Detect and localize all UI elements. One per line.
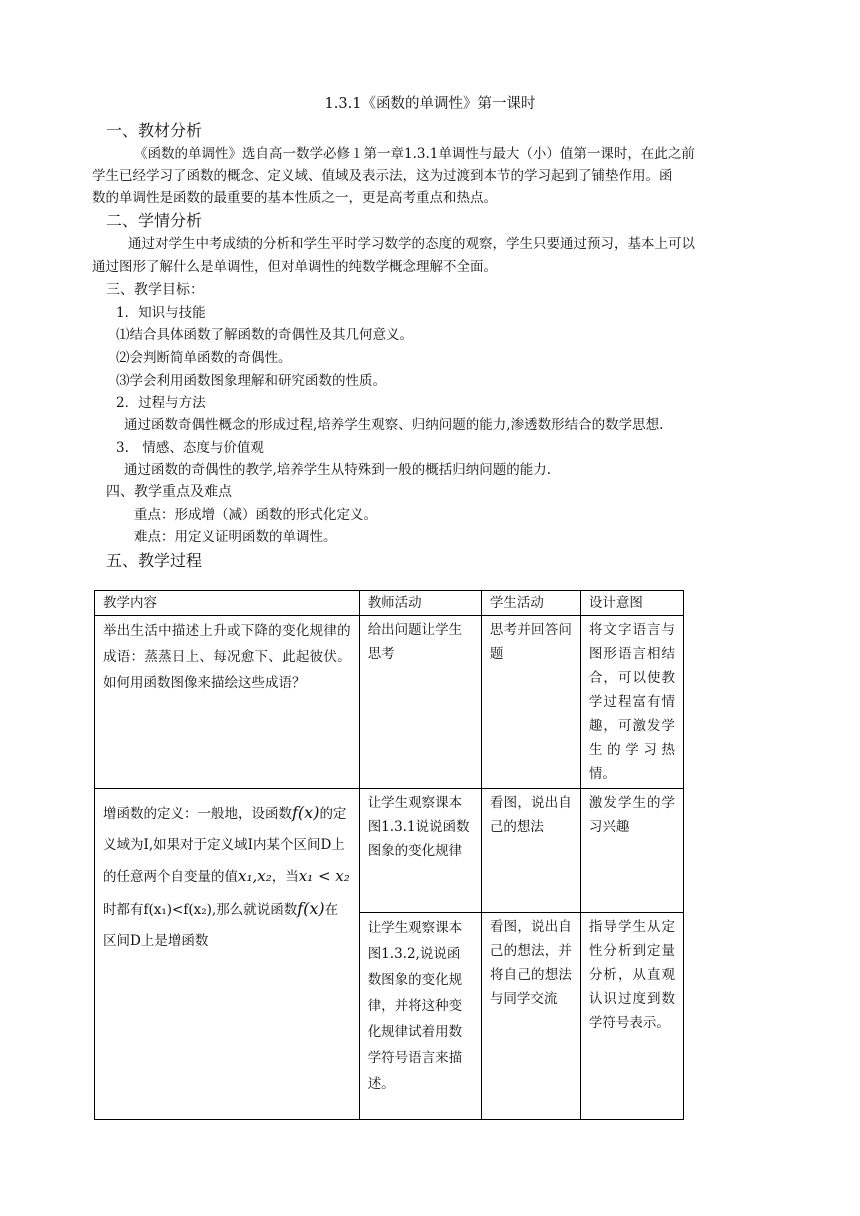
section-heading-3: 三、教学目标： bbox=[106, 282, 204, 298]
objective-sub-2: 2．过程与方法 bbox=[116, 395, 206, 411]
definition-text-e: 在区间D上是增函数 bbox=[103, 902, 339, 949]
objective-item-3: ⑶学会利用函数图象理解和研究函数的性质。 bbox=[116, 373, 386, 389]
math-inequality: x₁ < x₂ bbox=[298, 867, 350, 885]
s1-line-2: 学生已经学习了函数的概念、定义域、值域及表示法，这为过渡到本节的学习起到了铺垫作用。函 bbox=[92, 168, 673, 184]
table-header: 设计意图 bbox=[580, 591, 683, 616]
objective-text-3: 通过函数的奇偶性的教学,培养学生从特殊到一般的概括归纳问题的能力. bbox=[124, 462, 552, 478]
table-row bbox=[95, 616, 684, 789]
math-fx-2: f(x) bbox=[297, 899, 325, 918]
objective-item-1: ⑴结合具体函数了解函数的奇偶性及其几何意义。 bbox=[116, 327, 413, 343]
cell-teacher: 让学生观察课本图1.3.2,说说函数图象的变化规律，并将这种变化规律试着用数学符号语言来描述。 bbox=[359, 913, 481, 1120]
table-header: 教学内容 bbox=[95, 591, 360, 616]
document-title: 1.3.1《函数的单调性》第一课时 bbox=[324, 96, 536, 112]
cell-student: 思考并回答问题 bbox=[481, 616, 580, 789]
s1-line-3: 数的单调性是函数的最重要的基本性质之一，更是高考重点和热点。 bbox=[92, 190, 497, 206]
section-heading-1: 一、教材分析 bbox=[106, 121, 203, 140]
cell-teacher: 给出问题让学生思考 bbox=[359, 616, 481, 789]
objective-item-2: ⑵会判断简单函数的奇偶性。 bbox=[116, 350, 292, 366]
s1-line-1: 《函数的单调性》选自高一数学必修１第一章1.3.1单调性与最大（小）值第一课时，在此之前 bbox=[134, 146, 695, 162]
teaching-process-table bbox=[94, 590, 684, 1120]
cell-content: 举出生活中描述上升或下降的变化规律的成语：蒸蒸日上、每况愈下、此起彼伏。如何用函数图像来描绘这些成语？ bbox=[95, 616, 360, 789]
math-x1-x2: x₁,x₂ bbox=[238, 867, 272, 885]
table-header: 教师活动 bbox=[359, 591, 481, 616]
cell-intent: 激发学生的学习兴趣 bbox=[580, 789, 683, 913]
cell-intent: 将文字语言与图形语言相结合，可以使教学过程富有情趣，可激发学生的学习热情。 bbox=[580, 616, 683, 789]
section-heading-5: 五、教学过程 bbox=[106, 551, 203, 570]
math-fx: f(x) bbox=[292, 803, 320, 822]
definition-text-d: 时都有f(x₁)<f(x₂),那么就说函数 bbox=[103, 902, 298, 918]
section-heading-4: 四、教学重点及难点 bbox=[106, 484, 232, 500]
s2-line-2: 通过图形了解什么是单调性，但对单调性的纯数学概念理解不全面。 bbox=[92, 259, 497, 275]
objective-text-2: 通过函数奇偶性概念的形成过程,培养学生观察、归纳问题的能力,渗透数形结合的数学思想. bbox=[124, 417, 664, 433]
difficult-point: 难点：用定义证明函数的单调性。 bbox=[134, 529, 337, 545]
definition-text-b: 的定义域为I,如果对于定义域I内某个区间D上的任意两个自变量的值 bbox=[103, 806, 347, 885]
section-heading-2: 二、学情分析 bbox=[106, 211, 203, 230]
cell-definition bbox=[95, 789, 360, 1120]
table-row bbox=[95, 789, 684, 913]
table-header-row bbox=[95, 591, 684, 616]
objective-sub-3: 3. 情感、态度与价值观 bbox=[116, 440, 264, 456]
cell-student: 看图，说出自己的想法，并将自己的想法与同学交流 bbox=[481, 913, 580, 1120]
s2-line-1: 通过对学生中考成绩的分析和学生平时学习数学的态度的观察，学生只要通过预习，基本上可以 bbox=[128, 236, 695, 252]
key-point: 重点：形成增（减）函数的形式化定义。 bbox=[134, 507, 377, 523]
definition-text-a: 增函数的定义：一般地，设函数 bbox=[103, 806, 292, 822]
definition-text-c: ，当 bbox=[271, 869, 299, 885]
cell-student: 看图，说出自己的想法 bbox=[481, 789, 580, 913]
table-header: 学生活动 bbox=[481, 591, 580, 616]
objective-sub-1: 1．知识与技能 bbox=[116, 305, 206, 321]
cell-intent: 指导学生从定性分析到定量分析，从直观认识过度到数学符号表示。 bbox=[580, 913, 683, 1120]
cell-teacher: 让学生观察课本图1.3.1说说函数图象的变化规律 bbox=[359, 789, 481, 913]
